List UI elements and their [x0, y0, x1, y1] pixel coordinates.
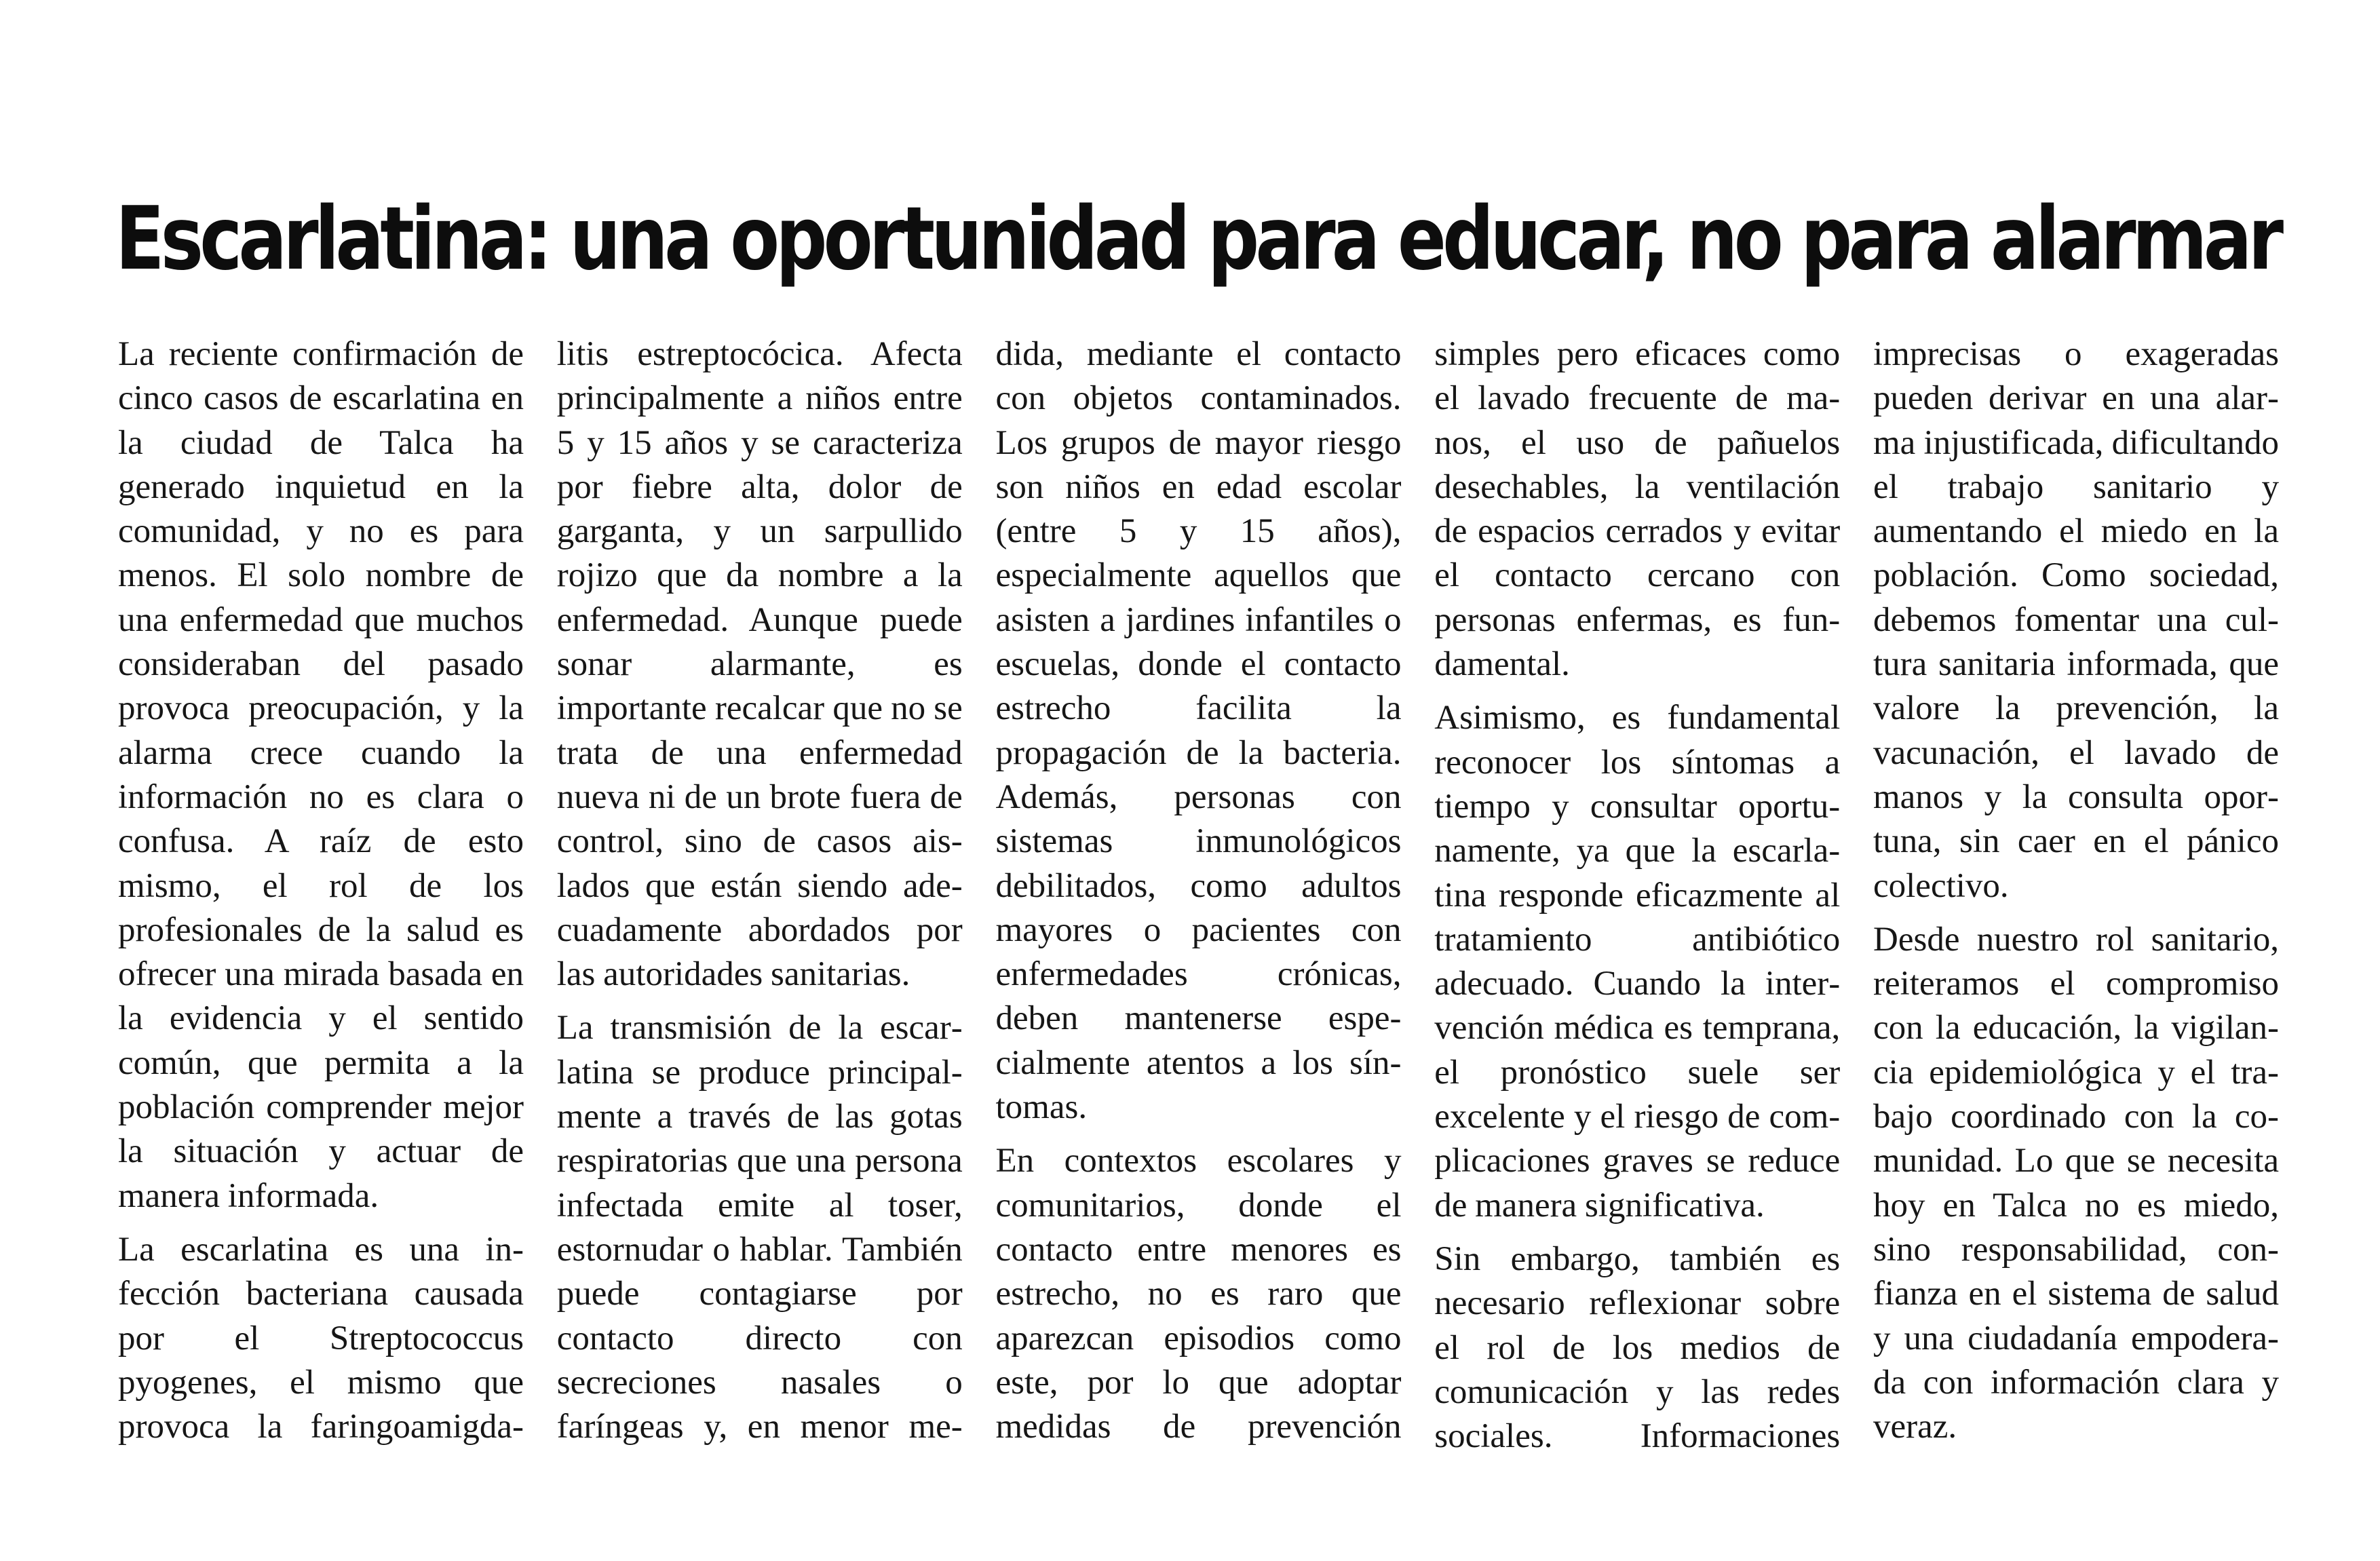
paragraph-3-part-2: dida, mediante el contacto con objetos contaminados. Los grupos de mayor riesgo son niños en edad escolar (entre 5 y 15 años), especialmente aquellos que asisten a jardines infantiles o escuelas, donde el contacto estrecho facilita la propagación de la bacteria. Además, personas con sistemas inmunológicos debilitados, como adultos mayores o pacientes con enfermedades crónicas, deben mantenerse especialmente atentos a los síntomas. — [995, 335, 1402, 1127]
article-body — [118, 332, 2279, 1468]
paragraph-4-part-1: En contextos escolares y comunitarios, donde el contacto entre menores es estrecho, no es raro que aparezcan episodios como este, por lo que adoptar medidas de prevención — [995, 1142, 1402, 1446]
column-1 — [118, 332, 524, 1468]
paragraph-5: Asimismo, es fundamental reconocer los síntomas a tiempo y consultar oportunamente, ya que la escarlatina responde eficazmente al tratamiento antibiótico adecuado. Cuando la intervención médica es temprana, el pronóstico suele ser excelente y el riesgo de complicaciones graves se reduce de manera significativa. — [1434, 699, 1841, 1225]
column-4 — [1434, 332, 1840, 1468]
paragraph-1: La reciente confirmación de cinco casos de escarlatina en la ciudad de Talca ha generado inquietud en la comunidad, y no es para menos. El solo nombre de una enfermedad que muchos consideraban del pasado provoca preocupación, y la alarma crece cuando la información no es clara o confusa. A raíz de esto mismo, el rol de los profesionales de la salud es ofrecer una mirada basada en la evidencia y el sentido común, que permita a la población comprender mejor la situación y actuar de manera informada. — [118, 335, 524, 1215]
column-3 — [996, 332, 1402, 1468]
paragraph-2-part-2: litis estreptocócica. Afecta principalmente a niños entre 5 y 15 años y se caracteriza por fiebre alta, dolor de garganta, y un sarpullido rojizo que da nombre a la enfermedad. Aunque puede sonar alarmante, es importante recalcar que no se trata de una enfermedad nueva ni de un brote fuera de control, sino de casos aislados que están siendo adecuadamente abordados por las autoridades sanitarias. — [556, 335, 963, 994]
column-2 — [557, 332, 963, 1468]
paragraph-3-part-1: La transmisión de la escarlatina se produce principalmente a través de las gotas respiratorias que una persona infectada emite al toser, estornudar o hablar. También puede contagiarse por contacto directo con secreciones nasales o faríngeas y, en menor me- — [556, 1009, 963, 1446]
column-5 — [1873, 332, 2279, 1468]
paragraph-7: Desde nuestro rol sanitario, reiteramos el compromiso con la educación, la vigilancia epidemiológica y el trabajo coordinado con la comunidad. Lo que se necesita hoy en Talca no es miedo, sino responsabilidad, confianza en el sistema de salud y una ciudadanía empoderada con información clara y veraz. — [1873, 920, 2279, 1446]
paragraph-6-part-2: imprecisas o exageradas pueden derivar en una alarma injustificada, dificultando el trabajo sanitario y aumentando el miedo en la población. Como sociedad, debemos fomentar una cultura sanitaria informada, que valore la prevención, la vacunación, el lavado de manos y la consulta oportuna, sin caer en el pánico colectivo. — [1873, 335, 2279, 905]
article-headline: Escarlatina: una oportunidad para educar, no para alarmar — [115, 189, 2280, 290]
paragraph-6-part-1: Sin embargo, también es necesario reflexionar sobre el rol de los medios de comunicación y las redes sociales. Informaciones — [1434, 1239, 1841, 1456]
paragraph-2-part-1: La escarlatina es una infección bacteriana causada por el Streptococcus pyogenes, el mismo que provoca la faringoamigda- — [118, 1230, 524, 1446]
paragraph-4-part-2: simples pero eficaces como el lavado frecuente de manos, el uso de pañuelos desechables, la ventilación de espacios cerrados y evitar el contacto cercano con personas enfermas, es fundamental. — [1434, 335, 1841, 684]
